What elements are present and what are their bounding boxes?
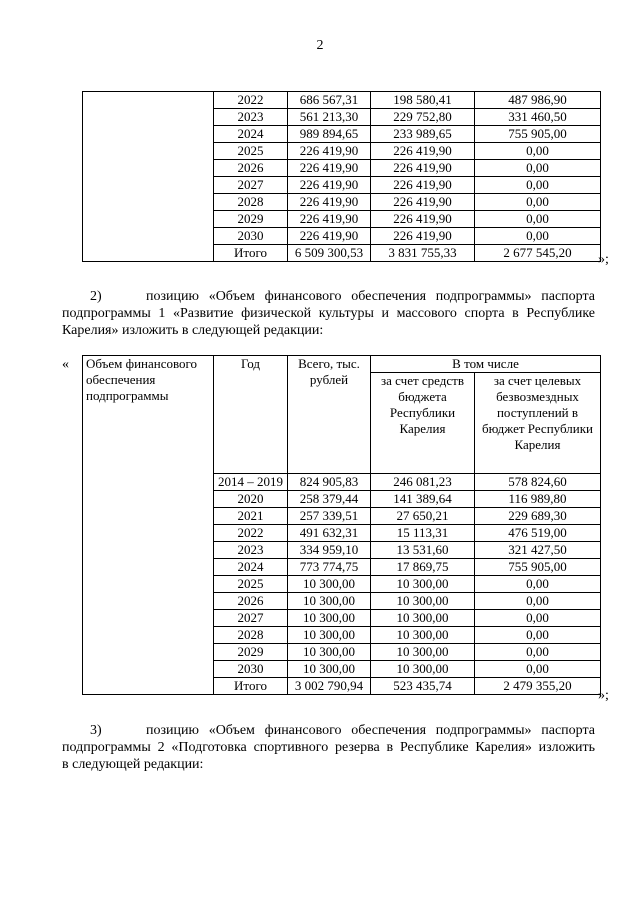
- header-budget: за счет средств бюджета Республики Карелия: [371, 373, 475, 474]
- grants-cell: 0,00: [475, 593, 601, 610]
- grants-cell: 476 519,00: [475, 525, 601, 542]
- open-quote-mark: «: [62, 357, 69, 372]
- financing-table-subprogram-1-body: [83, 474, 601, 695]
- year-cell: 2030: [214, 228, 288, 245]
- grants-cell: 0,00: [475, 576, 601, 593]
- budget-cell: 233 989,65: [371, 126, 475, 143]
- header-year: Год: [214, 356, 288, 474]
- budget-cell: 229 752,80: [371, 109, 475, 126]
- budget-cell: 3 831 755,33: [371, 245, 475, 262]
- grants-cell: 0,00: [475, 160, 601, 177]
- grants-cell: 229 689,30: [475, 508, 601, 525]
- total-cell: 257 339,51: [288, 508, 371, 525]
- year-cell: 2022: [214, 525, 288, 542]
- total-cell: 226 419,90: [288, 228, 371, 245]
- grants-cell: 0,00: [475, 194, 601, 211]
- total-cell: 226 419,90: [288, 143, 371, 160]
- total-cell: 226 419,90: [288, 211, 371, 228]
- budget-cell: 226 419,90: [371, 211, 475, 228]
- financing-table-subprogram-1: [82, 355, 601, 695]
- paragraph-text: позицию «Объем финансового обеспечения подпрограммы» паспорта: [146, 723, 595, 738]
- total-label-cell: Итого: [214, 245, 288, 262]
- paragraph-line: подпрограммы 2 «Подготовка спортивного резерва в Республике Карелия» изложить: [62, 740, 595, 755]
- total-cell: 226 419,90: [288, 160, 371, 177]
- total-cell: 6 509 300,53: [288, 245, 371, 262]
- total-cell: 10 300,00: [288, 627, 371, 644]
- budget-cell: 141 389,64: [371, 491, 475, 508]
- grants-cell: 0,00: [475, 661, 601, 678]
- year-cell: 2024: [214, 126, 288, 143]
- budget-cell: 226 419,90: [371, 228, 475, 245]
- total-cell: 491 632,31: [288, 525, 371, 542]
- grants-cell: 0,00: [475, 211, 601, 228]
- budget-cell: 10 300,00: [371, 644, 475, 661]
- grants-cell: 487 986,90: [475, 92, 601, 109]
- budget-cell: 226 419,90: [371, 177, 475, 194]
- budget-cell: 10 300,00: [371, 610, 475, 627]
- year-cell: 2027: [214, 610, 288, 627]
- header-financing-label: Объем финансового обеспечения подпрограммы: [83, 356, 214, 474]
- grants-cell: 0,00: [475, 627, 601, 644]
- grants-cell: 331 460,50: [475, 109, 601, 126]
- header-including: В том числе: [371, 356, 601, 373]
- year-cell: 2029: [214, 644, 288, 661]
- total-cell: 3 002 790,94: [288, 678, 371, 695]
- paragraph-line: Карелия» изложить в следующей редакции:: [62, 323, 324, 338]
- grants-cell: 0,00: [475, 610, 601, 627]
- budget-cell: 10 300,00: [371, 593, 475, 610]
- close-quote-mark: »;: [598, 252, 609, 267]
- label-cell: [83, 92, 214, 262]
- year-cell: 2021: [214, 508, 288, 525]
- year-cell: 2025: [214, 143, 288, 160]
- budget-cell: 523 435,74: [371, 678, 475, 695]
- grants-cell: 755 905,00: [475, 126, 601, 143]
- budget-cell: 15 113,31: [371, 525, 475, 542]
- page-number: 2: [316, 38, 324, 53]
- total-cell: 10 300,00: [288, 576, 371, 593]
- total-cell: 334 959,10: [288, 542, 371, 559]
- year-cell: 2024: [214, 559, 288, 576]
- budget-cell: 10 300,00: [371, 627, 475, 644]
- total-cell: 226 419,90: [288, 177, 371, 194]
- budget-cell: 10 300,00: [371, 576, 475, 593]
- year-cell: 2023: [214, 109, 288, 126]
- year-cell: 2026: [214, 160, 288, 177]
- header-grants: за счет целевых безвозмездных поступлений в бюджет Республики Карелия: [475, 373, 601, 474]
- paragraph-line: подпрограммы 1 «Развитие физической культуры и массового спорта в Республике: [62, 306, 595, 321]
- paragraph-text: позицию «Объем финансового обеспечения подпрограммы» паспорта: [146, 289, 595, 304]
- year-cell: 2014 – 2019: [214, 474, 288, 491]
- year-cell: 2020: [214, 491, 288, 508]
- total-label-cell: Итого: [214, 678, 288, 695]
- year-cell: 2026: [214, 593, 288, 610]
- paragraph-item-3: [62, 722, 595, 773]
- budget-cell: 198 580,41: [371, 92, 475, 109]
- total-cell: 824 905,83: [288, 474, 371, 491]
- year-cell: 2029: [214, 211, 288, 228]
- financing-table-continued: [82, 91, 601, 262]
- year-cell: 2022: [214, 92, 288, 109]
- budget-cell: 27 650,21: [371, 508, 475, 525]
- year-cell: 2030: [214, 661, 288, 678]
- budget-cell: 226 419,90: [371, 160, 475, 177]
- paragraph-line: [62, 722, 595, 739]
- grants-cell: 0,00: [475, 644, 601, 661]
- grants-cell: 0,00: [475, 177, 601, 194]
- paragraph-line: в следующей редакции:: [62, 757, 204, 772]
- total-cell: 10 300,00: [288, 610, 371, 627]
- year-cell: 2028: [214, 194, 288, 211]
- paragraph-item-2: [62, 288, 595, 339]
- grants-cell: 0,00: [475, 228, 601, 245]
- total-cell: 226 419,90: [288, 194, 371, 211]
- budget-cell: 226 419,90: [371, 194, 475, 211]
- grants-cell: 2 479 355,20: [475, 678, 601, 695]
- year-cell: 2028: [214, 627, 288, 644]
- table-row: [83, 474, 601, 491]
- grants-cell: 321 427,50: [475, 542, 601, 559]
- budget-cell: 13 531,60: [371, 542, 475, 559]
- grants-cell: 0,00: [475, 143, 601, 160]
- total-cell: 686 567,31: [288, 92, 371, 109]
- total-cell: 10 300,00: [288, 661, 371, 678]
- total-cell: 10 300,00: [288, 644, 371, 661]
- close-quote-mark: »;: [598, 688, 609, 703]
- item-number: 3): [90, 723, 102, 738]
- budget-cell: 17 869,75: [371, 559, 475, 576]
- total-cell: 989 894,65: [288, 126, 371, 143]
- grants-cell: 578 824,60: [475, 474, 601, 491]
- year-cell: 2027: [214, 177, 288, 194]
- total-cell: 10 300,00: [288, 593, 371, 610]
- financing-table-continued-body: [83, 92, 601, 262]
- grants-cell: 2 677 545,20: [475, 245, 601, 262]
- label-cell: [83, 474, 214, 695]
- year-cell: 2023: [214, 542, 288, 559]
- budget-cell: 10 300,00: [371, 661, 475, 678]
- header-total: Всего, тыс. рублей: [288, 356, 371, 474]
- total-cell: 561 213,30: [288, 109, 371, 126]
- grants-cell: 755 905,00: [475, 559, 601, 576]
- table-row: [83, 92, 601, 109]
- paragraph-line: [62, 288, 595, 305]
- total-cell: 258 379,44: [288, 491, 371, 508]
- year-cell: 2025: [214, 576, 288, 593]
- grants-cell: 116 989,80: [475, 491, 601, 508]
- budget-cell: 246 081,23: [371, 474, 475, 491]
- budget-cell: 226 419,90: [371, 143, 475, 160]
- item-number: 2): [90, 289, 102, 304]
- total-cell: 773 774,75: [288, 559, 371, 576]
